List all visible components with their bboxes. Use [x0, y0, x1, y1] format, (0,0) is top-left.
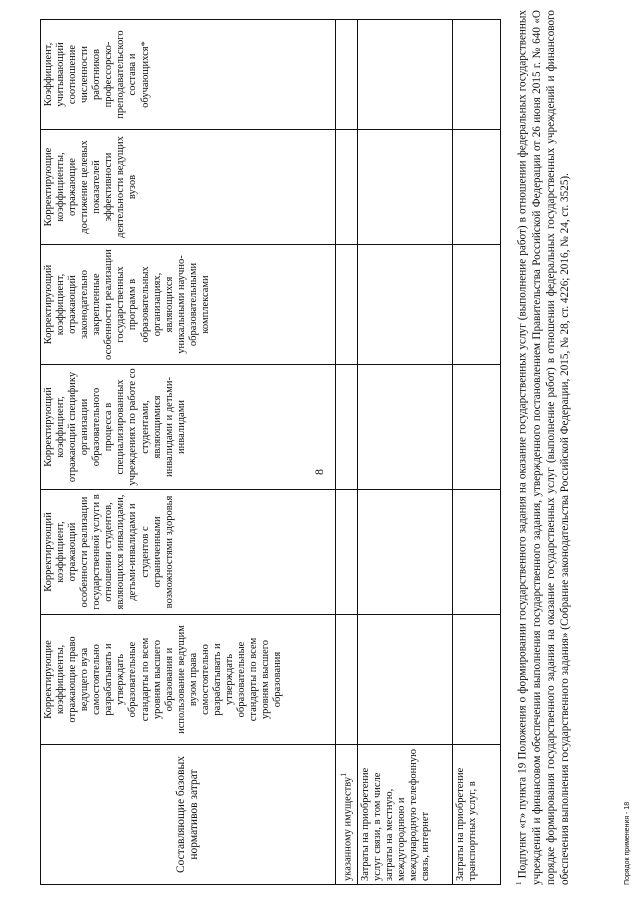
header-cell-specialized-institutions-coefficient: Корректирующий коэффициент, отражающий специфику организации образовательного процесса в специализированных учреждениях по работе со студентами, являющимися инвалидами и детьми-инвалидами — [41, 365, 336, 490]
table-cell — [358, 130, 453, 245]
row-label-property — [336, 745, 358, 885]
cost-standards-table — [40, 19, 501, 885]
table-cell — [336, 20, 358, 130]
header-cell-disabled-students-coefficient: Корректирующий коэффициент, отражающий особенности реализации государственной услуги в отношении студентов, являющихся инвалидами, детьми-инвалидами и студентов с ограниченными возможностями здоровья — [41, 490, 336, 615]
table-cell — [358, 490, 453, 615]
footnote-ref: 1 — [338, 772, 348, 777]
table-cell — [453, 490, 501, 615]
table-cell — [336, 490, 358, 615]
table-cell — [453, 615, 501, 745]
table-cell — [453, 245, 501, 365]
row-label-transport: Затраты на приобретение транспортных услуг, в — [453, 745, 501, 885]
header-cell-leading-university-coefficients: Корректирующие коэффициенты, отражающие право ведущего вуза самостоятельно разрабатывать и утверждать образовательные стандарты по всем уровням высшего образования и использование ведущим вузом права самостоятельно разрабатывать и утверждать образовательные стандарты по всем уровням высшего образования — [41, 615, 336, 745]
table-cell — [336, 615, 358, 745]
footnote — [515, 10, 572, 885]
table-cell — [336, 245, 358, 365]
row-label-text: указанному имуществу — [342, 776, 354, 881]
table-cell — [358, 20, 453, 130]
table-header-row — [41, 20, 336, 885]
table-row — [453, 20, 501, 885]
margin-note: Порядок применения - 18 — [624, 801, 631, 885]
header-cell-unique-complexes-coefficient: Корректирующий коэффициент, отражающий законодательно закрепленные особенности реализации государственных программ в образовательных организациях, являющихся уникальными научно-образовательными комплексами — [41, 245, 336, 365]
footnote-marker: 1 — [515, 881, 523, 885]
table-row — [358, 20, 453, 885]
table-cell — [453, 365, 501, 490]
table-cell — [358, 245, 453, 365]
footnote-text: Подпункт «г» пункта 19 Положения о формировании государственного задания на оказание государственных услуг (выполнение работ) в отношении федеральных государственных учреждений и финансовом обеспечении выполнения государственного задания, утвержденного постановлением Правительства Российской Федерации от 26 июня 2015 г. № 640 «О порядке формирования государственного задания на оказание государственных услуг (выполнение работ) в отношении федеральных государственных учреждений и финансового обеспечения выполнения государственного задания» (Собрание законодательства Российской Федерации, 2015, № 28, ст. 4226; 2016, № 24, ст. 3525). — [516, 9, 572, 885]
header-cell-cost-components: Составляющие базовых нормативов затрат — [41, 745, 336, 885]
page-number: 8 — [312, 469, 326, 475]
table-cell — [358, 615, 453, 745]
header-cell-target-indicators-coefficients: Корректирующие коэффициенты, отражающие достижение целевых показателей эффективности деятельности ведущих вузов — [41, 130, 336, 245]
header-cell-staff-ratio-coefficient: Коэффициент, учитывающий соотношение численности работников профессорско-преподавательского состава и обучающихся* — [41, 20, 336, 130]
table-cell — [453, 20, 501, 130]
table-cell — [358, 365, 453, 490]
table-cell — [453, 130, 501, 245]
table-cell — [336, 130, 358, 245]
row-label-communications: Затраты на приобретение услуг связи, в том числе затраты на местную, междугороднюю и международную телефонную связь, интернет — [358, 745, 453, 885]
table-row — [336, 20, 358, 885]
table-cell — [336, 365, 358, 490]
